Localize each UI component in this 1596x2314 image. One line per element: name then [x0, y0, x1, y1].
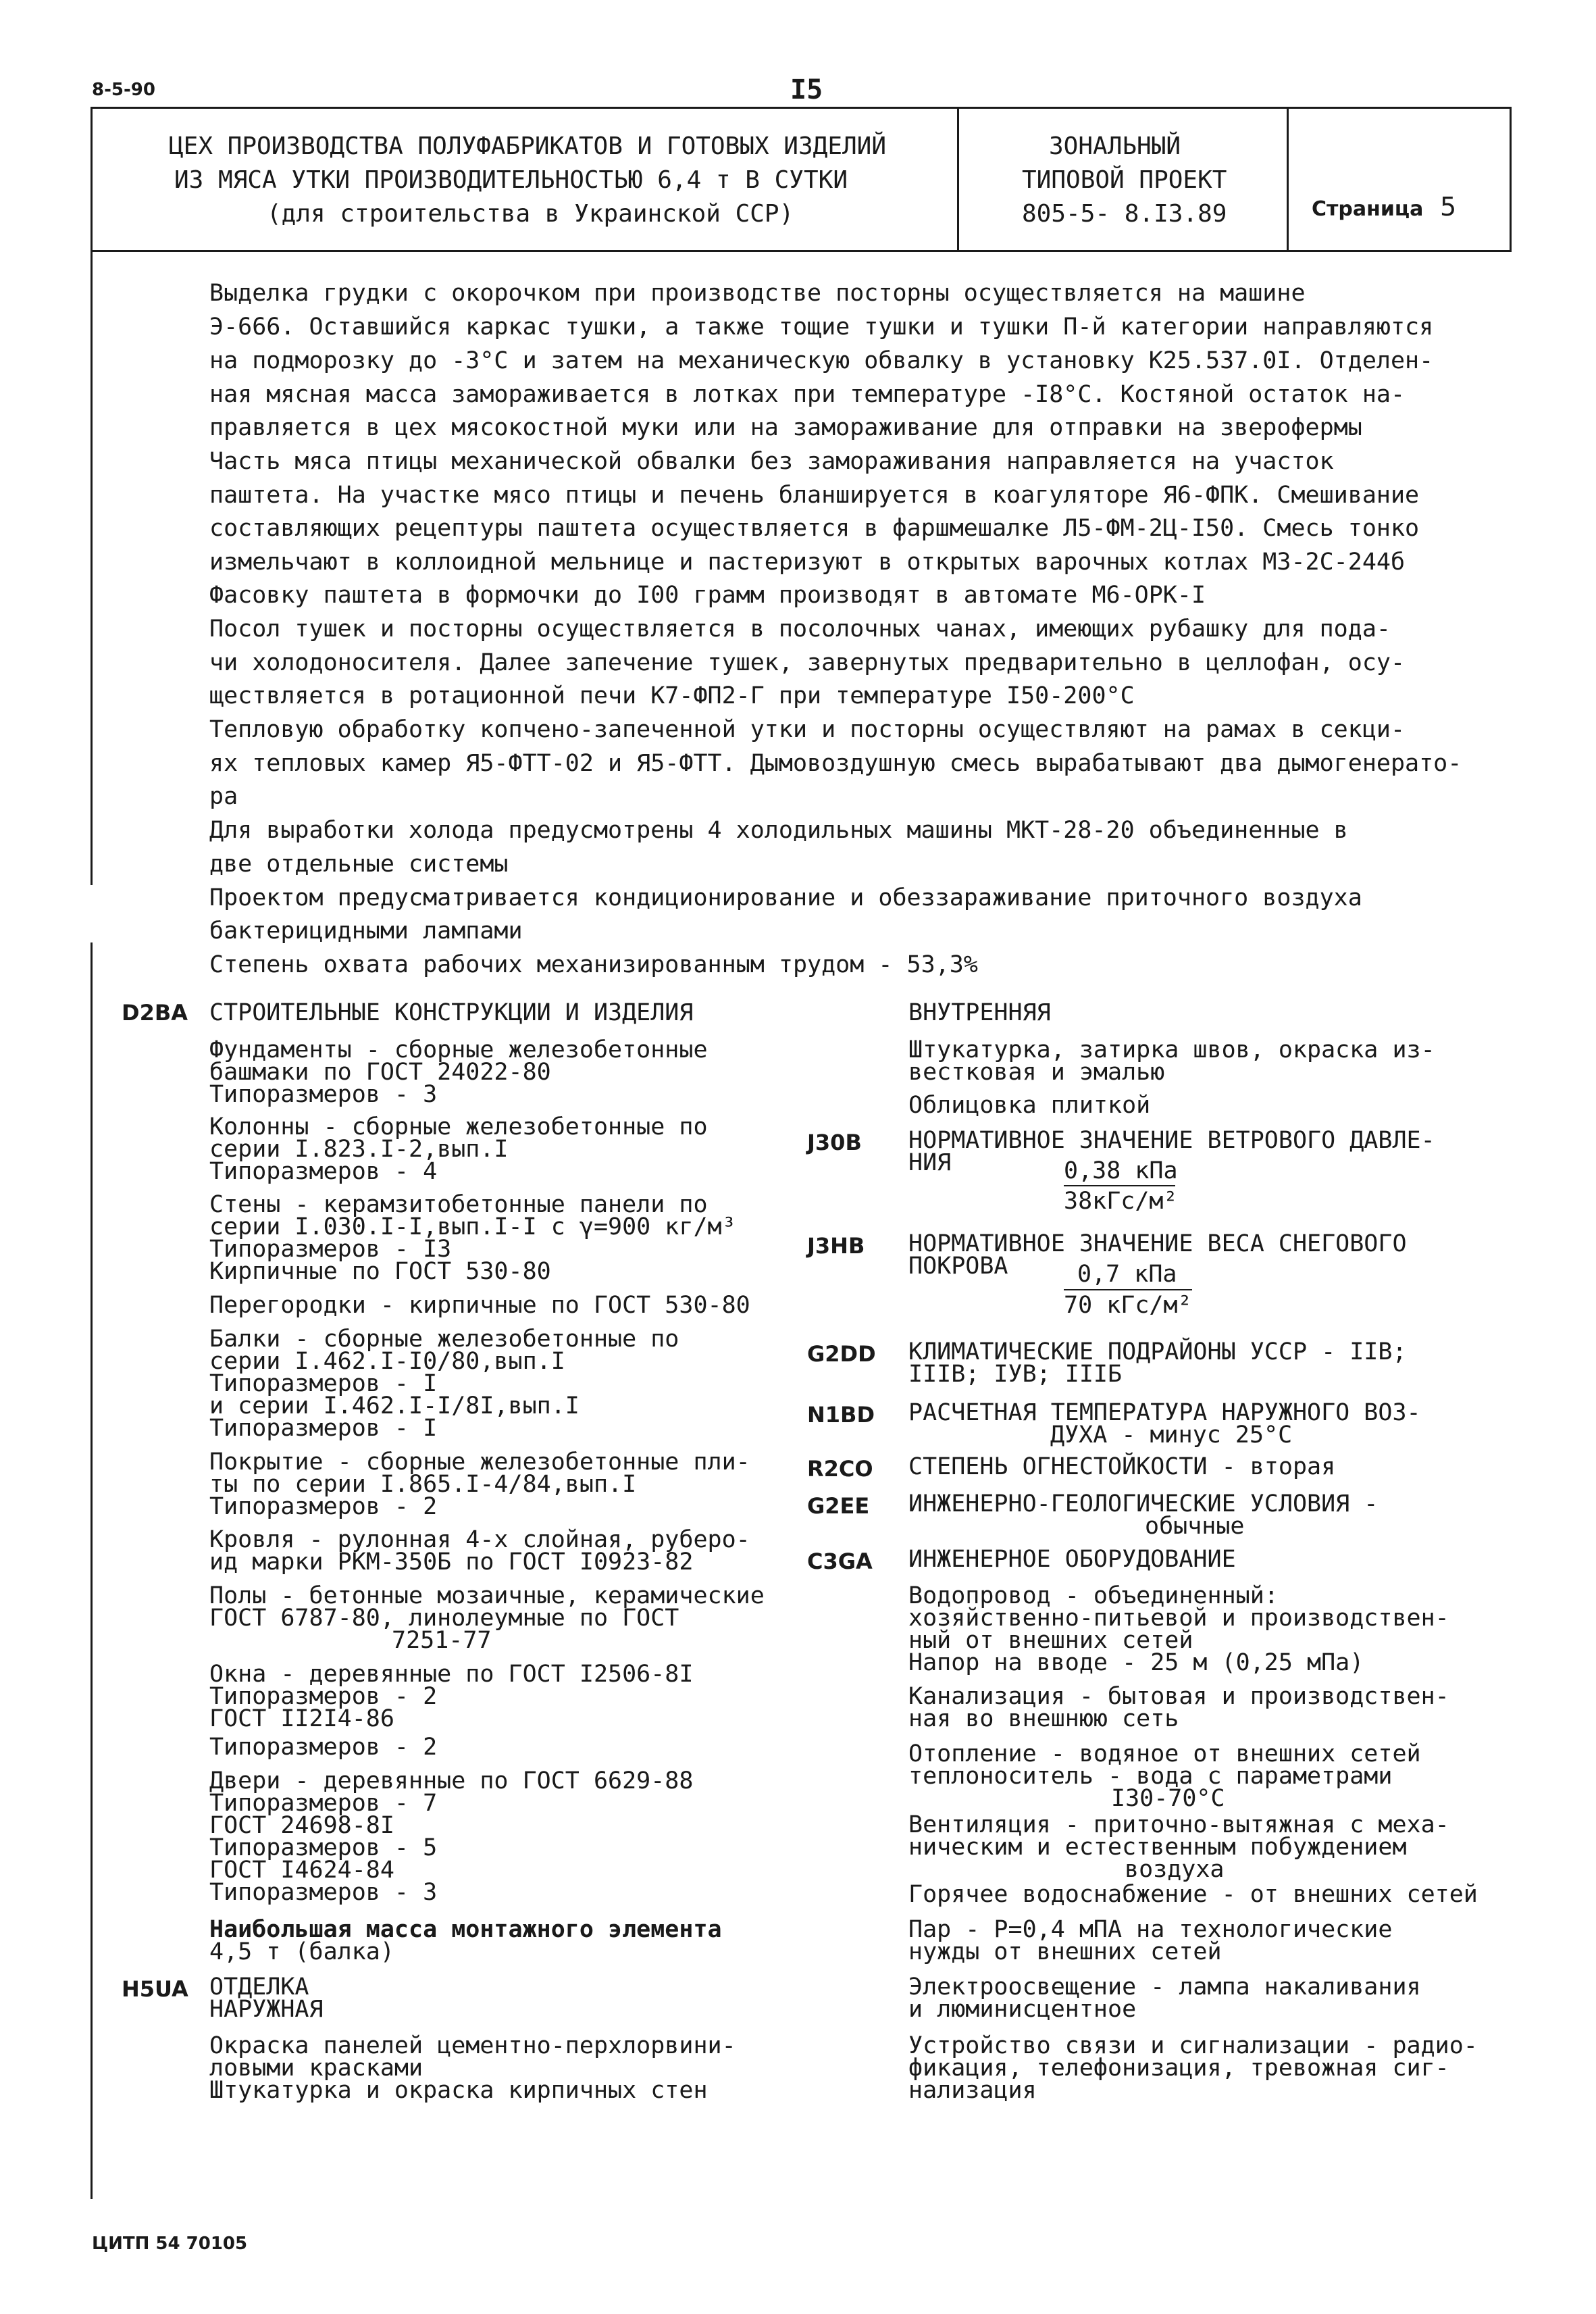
list-item: Типоразмеров - 2 — [209, 1683, 438, 1710]
doc-title-line-1: ЦЕХ ПРОИЗВОДСТВА ПОЛУФАБРИКАТОВ И ГОТОВЫХ ИЗДЕЛИЙ — [169, 132, 887, 160]
list-item: Устройство связи и сигнализации - радио- — [908, 2032, 1478, 2059]
body-line: Степень охвата рабочих механизированным трудом - 53,3% — [209, 951, 978, 978]
list-item: ид марки РКМ-350Б по ГОСТ I0923-82 — [209, 1549, 694, 1576]
list-item: хозяйственно-питьевой и производствен- — [908, 1605, 1449, 1632]
body-line: Для выработки холода предусмотрены 4 холодильных машины МКТ-28-20 объединенные в — [209, 817, 1348, 844]
project-code: 805-5- 8.I3.89 — [1022, 200, 1227, 228]
date-stamp: 8-5-90 — [92, 80, 155, 100]
list-item: Типоразмеров - 2 — [209, 1493, 438, 1520]
list-item: ГОСТ II2I4-86 — [209, 1705, 394, 1732]
list-item: нужды от внешних сетей — [908, 1938, 1222, 1965]
body-line: измельчают в коллоидной мельнице и пастеризуют в открытых варочных котлах МЗ-2С-244б — [209, 549, 1406, 576]
list-item: серии I.823.I-2,вып.I — [209, 1136, 509, 1163]
body-line: ях тепловых камер Я5-ФТТ-02 и Я5-ФТТ. Дымовоздушную смесь вырабатывают два дымогенерато- — [209, 750, 1462, 777]
list-item: Балки - сборные железобетонные по — [209, 1326, 679, 1353]
list-item: РАСЧЕТНАЯ ТЕМПЕРАТУРА НАРУЖНОГО ВОЗ- — [908, 1399, 1421, 1426]
body-line: на подморозку до -3°С и затем на механическую обвалку в установку К25.537.0I. Отделен- — [209, 347, 1434, 374]
list-item: Типоразмеров - 4 — [209, 1158, 438, 1185]
margin-border-bottom — [91, 942, 93, 2199]
body-line: бактерицидными лампами — [209, 917, 523, 945]
list-item: серии I.030.I-I,вып.I-I с γ=900 кг/м³ — [209, 1213, 736, 1240]
list-item: I30-70°С — [1111, 1785, 1225, 1812]
code-finishing: H5UA — [122, 1976, 188, 2002]
body-line: чи холодоносителя. Далее запечение тушек, завернутых предварительно в целлофан, осу- — [209, 649, 1406, 676]
list-item: Типоразмеров - 7 — [209, 1790, 438, 1817]
list-item: Водопровод - объединенный: — [908, 1582, 1279, 1609]
body-line: ществляется в ротационной печи К7-ФП2-Г при температуре I50-200°С — [209, 682, 1135, 709]
list-item: Типоразмеров - I — [209, 1370, 438, 1397]
list-item: ГОСТ 6787-80, линолеумные по ГОСТ — [209, 1605, 679, 1632]
section-heading: НАРУЖНАЯ — [209, 1996, 324, 2023]
list-item: IIIВ; IУВ; IIIБ — [908, 1361, 1123, 1388]
list-item: Типоразмеров - 3 — [209, 1081, 438, 1108]
list-item: Кирпичные по ГОСТ 530-80 — [209, 1258, 551, 1285]
wind-value-denominator: 38кГс/м² — [1064, 1188, 1178, 1215]
body-line: Часть мяса птицы механической обвалки без замораживания направляется на участок — [209, 448, 1334, 475]
code-construction: D2BA — [122, 1000, 188, 1026]
section-heading: СТРОИТЕЛЬНЫЕ КОНСТРУКЦИИ И ИЗДЕЛИЯ — [209, 999, 694, 1026]
body-line: Выделка грудки с окорочком при производстве посторны осуществляется на машине — [209, 280, 1306, 307]
list-item: ная во внешнюю сеть — [908, 1705, 1179, 1732]
project-type-2: ТИПОВОЙ ПРОЕКТ — [1022, 166, 1227, 194]
list-item: Типоразмеров - 2 — [209, 1734, 438, 1761]
list-item: Канализация - бытовая и производствен- — [908, 1683, 1449, 1710]
doc-title-line-3: (для строительства в Украинской ССР) — [267, 200, 794, 228]
list-item: НОРМАТИВНОЕ ЗНАЧЕНИЕ ВЕТРОВОГО ДАВЛЕ- — [908, 1127, 1435, 1154]
body-line: паштета. На участке мясо птицы и печень бланшируется в коагуляторе Я6-ФПК. Смешивание — [209, 482, 1420, 509]
code-engineering: C3GA — [807, 1549, 873, 1574]
page-value: 5 — [1440, 192, 1457, 222]
list-item: теплоноситель - вода с параметрами — [908, 1763, 1393, 1790]
code-geology: G2EE — [807, 1493, 870, 1519]
code-climate: G2DD — [807, 1341, 876, 1367]
section-heading: ОТДЕЛКА — [209, 1973, 309, 2001]
doc-title-line-2: ИЗ МЯСА УТКИ ПРОИЗВОДИТЕЛЬНОСТЬЮ 6,4 т В СУТКИ — [174, 166, 848, 194]
list-item: 4,5 т (балка) — [209, 1938, 394, 1965]
page-label: Страница — [1312, 197, 1424, 221]
list-item: Кровля - рулонная 4-х слойная, руберо- — [209, 1526, 750, 1553]
wind-value-numerator: 0,38 кПа — [1064, 1157, 1178, 1184]
list-item: Облицовка плиткой — [908, 1092, 1151, 1119]
list-item: Напор на вводе - 25 м (0,25 мПа) — [908, 1649, 1364, 1676]
code-snow: J3HB — [807, 1233, 865, 1259]
list-item: СТЕПЕНЬ ОГНЕСТОЙКОСТИ - вторая — [908, 1453, 1336, 1480]
margin-border-top — [91, 250, 93, 885]
list-item: и люминисцентное — [908, 1996, 1137, 2023]
list-item: Типоразмеров - I — [209, 1415, 438, 1442]
list-item: ИНЖЕНЕРНО-ГЕОЛОГИЧЕСКИЕ УСЛОВИЯ - — [908, 1490, 1379, 1517]
list-item: Покрытие - сборные железобетонные пли- — [209, 1449, 750, 1476]
list-item: Двери - деревянные по ГОСТ 6629-88 — [209, 1767, 694, 1794]
list-item: 7251-77 — [392, 1627, 492, 1654]
list-item: ническим и естественным побуждением — [908, 1834, 1407, 1861]
list-item: ГОСТ I4624-84 — [209, 1857, 394, 1884]
list-item: Фундаменты - сборные железобетонные — [209, 1036, 708, 1063]
list-item: ный от внешних сетей — [908, 1627, 1193, 1654]
list-item: Штукатурка, затирка швов, окраска из- — [908, 1036, 1435, 1063]
list-item: нализация — [908, 2077, 1037, 2104]
page-number: I5 — [790, 74, 823, 105]
list-item: Полы - бетонные мозаичные, керамические — [209, 1582, 765, 1609]
list-item: Пар - P=0,4 мПА на технологические — [908, 1916, 1393, 1943]
wind-fraction-line — [1064, 1185, 1175, 1186]
list-item: ты по серии I.865.I-4/84,вып.I — [209, 1471, 637, 1498]
list-item: НОРМАТИВНОЕ ЗНАЧЕНИЕ ВЕСА СНЕГОВОГО — [908, 1230, 1407, 1257]
body-line: Фасовку паштета в формочки до I00 грамм производят в автомате М6-ОРК-I — [209, 582, 1206, 609]
body-line: составляющих рецептуры паштета осуществляется в фаршмешалке Л5-ФМ-2Ц-I50. Смесь тонко — [209, 515, 1420, 542]
list-item: Типоразмеров - 5 — [209, 1834, 438, 1861]
body-line: ра — [209, 783, 238, 810]
list-item: фикация, телефонизация, тревожная сиг- — [908, 2055, 1449, 2082]
list-item: ГОСТ 24698-8I — [209, 1812, 394, 1839]
list-item: башмаки по ГОСТ 24022-80 — [209, 1059, 551, 1086]
list-item: Отопление - водяное от внешних сетей — [908, 1740, 1421, 1767]
list-item: обычные — [1145, 1513, 1245, 1540]
body-line: ная мясная масса замораживается в лотках при температуре -I8°С. Костяной остаток на- — [209, 381, 1406, 408]
list-item: Электроосвещение - лампа накаливания — [908, 1973, 1421, 2001]
list-item: ДУХА - минус 25°С — [1050, 1422, 1293, 1449]
footer-stamp: ЦИТП 54 70105 — [92, 2234, 248, 2254]
list-item: Перегородки - кирпичные по ГОСТ 530-80 — [209, 1292, 750, 1319]
snow-fraction-line — [1064, 1289, 1192, 1290]
body-line: две отдельные системы — [209, 851, 509, 878]
body-line: правляется в цех мясокостной муки или на замораживание для отправки на зверофермы — [209, 414, 1362, 441]
list-item: Колонны - сборные железобетонные по — [209, 1113, 708, 1140]
list-item: Наибольшая масса монтажного элемента — [209, 1916, 722, 1943]
snow-value-numerator: 0,7 кПа — [1077, 1261, 1177, 1288]
code-fire: R2CO — [807, 1456, 873, 1482]
list-item: Окраска панелей цементно-перхлорвини- — [209, 2032, 736, 2059]
list-item: воздуха — [1125, 1856, 1225, 1883]
list-item: ПОКРОВА — [908, 1253, 1008, 1280]
list-item: Штукатурка и окраска кирпичных стен — [209, 2077, 708, 2104]
snow-value-denominator: 70 кГс/м² — [1064, 1292, 1192, 1319]
list-item: Типоразмеров - 3 — [209, 1879, 438, 1906]
list-item: и серии I.462.I-I/8I,вып.I — [209, 1392, 580, 1419]
project-type-1: ЗОНАЛЬНЫЙ — [1049, 132, 1181, 160]
list-item: КЛИМАТИЧЕСКИЕ ПОДРАЙОНЫ УССР - IIВ; — [908, 1338, 1407, 1365]
list-item: серии I.462.I-I0/80,вып.I — [209, 1348, 565, 1375]
body-line: Посол тушек и посторны осуществляется в посолочных чанах, имеющих рубашку для пода- — [209, 615, 1391, 643]
list-item: Окна - деревянные по ГОСТ I2506-8I — [209, 1661, 694, 1688]
code-wind: J30B — [807, 1130, 862, 1155]
list-item: НИЯ — [908, 1149, 952, 1176]
body-line: Тепловую обработку копчено-запеченной утки и посторны осуществляют на рамах в секци- — [209, 716, 1406, 743]
section-heading: ИНЖЕНЕРНОЕ ОБОРУДОВАНИЕ — [908, 1546, 1236, 1573]
code-temperature: N1BD — [807, 1402, 875, 1428]
section-heading: ВНУТРЕННЯЯ — [908, 999, 1051, 1026]
list-item: Типоразмеров - I3 — [209, 1236, 452, 1263]
list-item: Горячее водоснабжение - от внешних сетей — [908, 1881, 1478, 1908]
list-item: ловыми красками — [209, 2055, 423, 2082]
list-item: Вентиляция - приточно-вытяжная с меха- — [908, 1811, 1449, 1838]
list-item: вестковая и эмалью — [908, 1059, 1165, 1086]
body-line: Э-666. Оставшийся каркас тушки, а также тощие тушки и тушки П-й категории направляются — [209, 313, 1434, 341]
body-line: Проектом предусматривается кондиционирование и обеззараживание приточного воздуха — [209, 884, 1362, 911]
list-item: Стены - керамзитобетонные панели по — [209, 1191, 708, 1218]
